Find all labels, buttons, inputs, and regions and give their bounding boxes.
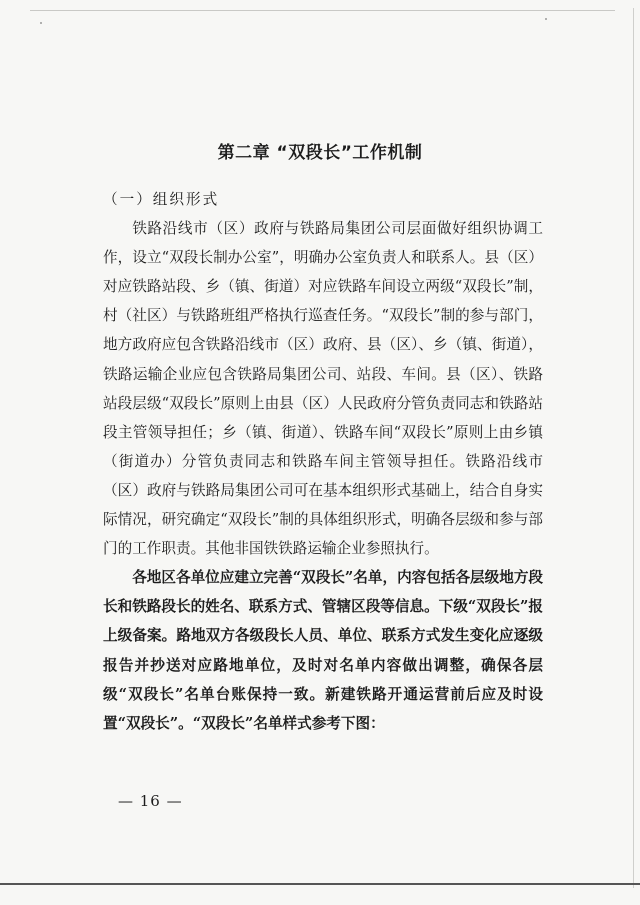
page-number: — 16 — (118, 792, 183, 810)
chapter-title: 第二章 “双段长”工作机制 (217, 143, 423, 164)
page-bottom-edge (0, 883, 640, 885)
document-body (103, 185, 543, 738)
scan-speck (40, 22, 42, 24)
page-top-edge (30, 10, 615, 11)
scan-speck (545, 18, 547, 20)
paragraph-organization: 铁路沿线市（区）政府与铁路局集团公司层面做好组织协调工作，设立“双段长制办公室”，明确办公室负责人和联系人。县（区）对应铁路站段、乡（镇、街道）对应铁路车间设立两级“双段长”制，村（社区）与铁路班组严格执行巡查任务。“双段长”制的参与部门，地方政府应包含铁路沿线市（区）政府、县（区）、乡（镇、街道），铁路运输企业应包含铁路局集团公司、站段、车间。县（区）、铁路站段层级“双段长”原则上由县（区）人民政府分管负责同志和铁路站段主管领导担任；乡（镇、街道）、铁路车间“双段长”原则上由乡镇（街道办）分管负责同志和铁路车间主管领导担任。铁路沿线市（区）政府与铁路局集团公司可在基本组织形式基础上，结合自身实际情况，研究确定“双段长”制的具体组织形式，明确各层级和参与部门的工作职责。其他非国铁铁路运输企业参照执行。 (103, 220, 543, 558)
paragraph-name-list: 各地区各单位应建立完善“双段长”名单，内容包括各层级地方段长和铁路段长的姓名、联系方式、管辖区段等信息。下级“双段长”报上级备案。路地双方各级段长人员、单位、联系方式发生变化应逐级报告并抄送对应路地单位，及时对名单内容做出调整，确保各层级“双段长”名单台账保持一致。新建铁路开通运营前后应及时设置“双段长”。“双段长”名单样式参考下图： (103, 569, 544, 732)
section-heading: （一）组织形式 (103, 191, 220, 208)
